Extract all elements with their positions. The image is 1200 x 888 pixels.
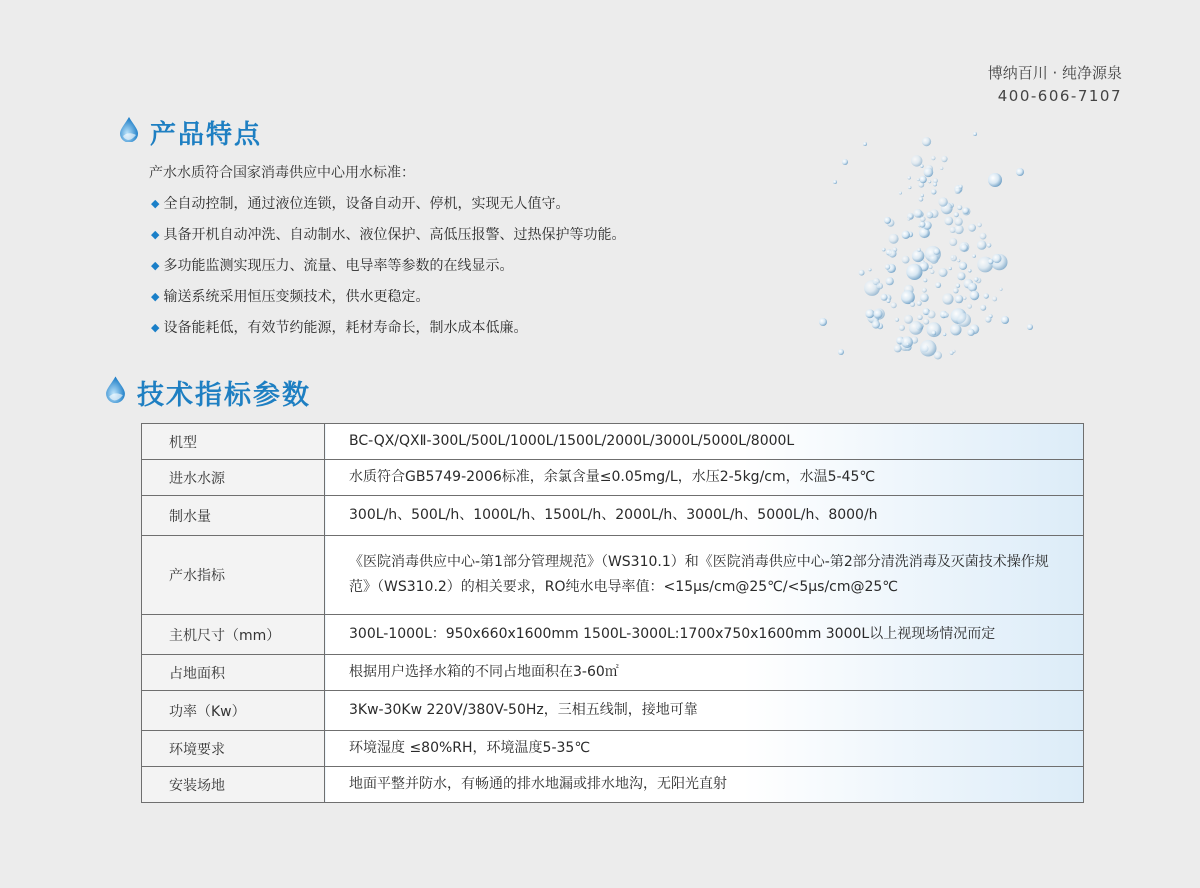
bubble xyxy=(889,250,897,258)
bubble xyxy=(930,270,934,274)
features-list xyxy=(151,194,625,349)
bubble xyxy=(894,345,902,353)
diamond-bullet-icon: ◆ xyxy=(151,228,160,241)
bubble xyxy=(992,296,997,301)
bubble xyxy=(929,255,938,264)
bubble xyxy=(941,156,947,162)
feature-item: ◆ 多功能监测实现压力、流量、电导率等参数的在线显示。 xyxy=(151,258,514,274)
diamond-bullet-icon: ◆ xyxy=(151,259,160,272)
bubble xyxy=(886,299,890,303)
bubble xyxy=(950,324,961,335)
bubble xyxy=(1016,168,1024,176)
specs-table xyxy=(141,423,1084,803)
feature-item: ◆ 全自动控制，通过液位连锁，设备自动开、停机，实现无人值守。 xyxy=(151,196,570,212)
bubble xyxy=(917,248,921,252)
bubble xyxy=(838,349,844,355)
bubble xyxy=(917,315,922,320)
bubble xyxy=(935,282,941,288)
bubble xyxy=(886,277,894,285)
bubble xyxy=(954,225,963,234)
bubble xyxy=(917,301,922,306)
spec-label: 功率（Kw） xyxy=(142,691,325,731)
bubble xyxy=(954,212,959,217)
bubble xyxy=(944,217,953,226)
bubble xyxy=(924,168,934,178)
table-row xyxy=(142,424,1084,460)
bubble xyxy=(957,259,960,262)
spec-label: 安装场地 xyxy=(142,767,325,803)
brand-phone: 400-606-7107 xyxy=(997,87,1122,105)
bubble xyxy=(931,189,936,194)
bubble xyxy=(972,254,976,258)
bubble xyxy=(957,272,965,280)
bubble xyxy=(881,294,888,301)
bubble xyxy=(891,302,897,308)
spec-label: 制水量 xyxy=(142,496,325,536)
bubble xyxy=(819,318,827,326)
bubble xyxy=(907,218,910,221)
spec-label: 环境要求 xyxy=(142,731,325,767)
bubble xyxy=(988,173,1002,187)
bubble xyxy=(928,310,936,318)
bubble xyxy=(977,240,987,250)
bubble xyxy=(885,264,890,269)
bubble xyxy=(908,186,911,189)
bubble xyxy=(956,284,960,288)
bubble xyxy=(928,180,931,183)
table-row xyxy=(142,496,1084,536)
spec-value: 300L/h、500L/h、1000L/h、1500L/h、2000L/h、3000L/h、5000L/h、8000/h xyxy=(325,496,1084,536)
bubble xyxy=(922,288,927,293)
bubble xyxy=(984,293,989,298)
bubble xyxy=(968,224,976,232)
water-drop-icon xyxy=(118,116,140,149)
bubble xyxy=(987,243,992,248)
bubble xyxy=(933,182,937,186)
table-row xyxy=(142,460,1084,496)
spec-label: 占地面积 xyxy=(142,655,325,691)
bubble xyxy=(962,208,969,215)
water-drop-icon xyxy=(104,375,127,410)
bubble xyxy=(914,209,923,218)
bubble xyxy=(992,254,1001,263)
spec-value: 300L-1000L：950x660x1600mm 1500L-3000L:1700x750x1600mm 3000L以上视现场情况而定 xyxy=(325,615,1084,655)
spec-label: 主机尺寸（mm） xyxy=(142,615,325,655)
bubble xyxy=(842,159,848,165)
bubble xyxy=(923,319,929,325)
bubble xyxy=(922,137,931,146)
bubble xyxy=(968,269,971,272)
bubble xyxy=(906,264,922,280)
bubble xyxy=(949,267,952,270)
bubble xyxy=(1001,316,1009,324)
bubble xyxy=(1027,324,1033,330)
bubble xyxy=(949,238,957,246)
brand-block xyxy=(988,62,1122,108)
bubble xyxy=(944,312,949,317)
bubble xyxy=(957,205,962,210)
spec-value: 水质符合GB5749-2006标准，余氯含量≤0.05mg/L，水压2-5kg/cm，水温5-45℃ xyxy=(325,460,1084,496)
features-heading xyxy=(118,114,262,151)
bubble xyxy=(872,320,880,328)
table-row xyxy=(142,615,1084,655)
spec-label: 进水水源 xyxy=(142,460,325,496)
bubble xyxy=(927,212,934,219)
table-row xyxy=(142,536,1084,615)
bubble xyxy=(952,350,955,353)
table-row xyxy=(142,767,1084,803)
spec-label: 机型 xyxy=(142,424,325,460)
spec-value: 3Kw-30Kw 220V/380V-50Hz，三相五线制，接地可靠 xyxy=(325,691,1084,731)
feature-item: ◆ 具备开机自动冲洗、自动制水、液位保护、高低压报警、过热保护等功能。 xyxy=(151,227,626,243)
bubble xyxy=(895,318,899,322)
bubble xyxy=(919,176,926,183)
bubble xyxy=(931,156,935,160)
specs-title: 技术指标参数 xyxy=(137,380,311,411)
bubble xyxy=(869,268,872,271)
bubble xyxy=(911,155,922,166)
bubble xyxy=(955,295,963,303)
bubble xyxy=(882,248,886,252)
bubble xyxy=(977,223,982,228)
bubble xyxy=(917,178,920,181)
bubble xyxy=(920,293,929,302)
bubble xyxy=(919,197,924,202)
spec-value: 《医院消毒供应中心-第1部分管理规范》（WS310.1）和《医院消毒供应中心-第2部分清洗消毒及灭菌技术操作规范》（WS310.2）的相关要求，RO纯水电导率值：<15μs/cm@25℃/<5μs/cm@25℃ xyxy=(325,536,1084,615)
spec-label: 产水指标 xyxy=(142,536,325,615)
bubble xyxy=(889,234,899,244)
bubble xyxy=(902,231,910,239)
bubble xyxy=(923,278,927,282)
bubble xyxy=(899,325,905,331)
bubble xyxy=(957,313,971,327)
bubble xyxy=(863,142,867,146)
feature-item: ◆ 设备能耗低，有效节约能源，耗材寿命长，制水成本低廉。 xyxy=(151,320,528,336)
bubble xyxy=(963,297,966,300)
bubble xyxy=(943,333,946,336)
bubble xyxy=(985,316,991,322)
bubble xyxy=(933,178,938,183)
water-bubble-drop-illustration xyxy=(805,122,1045,372)
bubble xyxy=(988,259,993,264)
bubble xyxy=(954,217,962,225)
bubble xyxy=(951,255,957,261)
spec-value: 环境湿度 ≤80%RH，环境温度5-35℃ xyxy=(325,731,1084,767)
bubble xyxy=(939,268,948,277)
spec-value: 根据用户选择水箱的不同占地面积在3-60㎡ xyxy=(325,655,1084,691)
bubble xyxy=(920,340,937,357)
bubble xyxy=(933,248,940,255)
spec-value: BC-QX/QXⅡ-300L/500L/1000L/1500L/2000L/3000L/5000L/8000L xyxy=(325,424,1084,460)
diamond-bullet-icon: ◆ xyxy=(151,290,160,303)
bubble xyxy=(910,302,915,307)
bubble xyxy=(921,194,924,197)
table-row xyxy=(142,655,1084,691)
bubble xyxy=(929,265,933,269)
features-intro: 产水水质符合国家消毒供应中心用水标准： xyxy=(149,165,415,181)
bubble xyxy=(1000,288,1003,291)
bubble xyxy=(833,180,837,184)
brand-slogan: 博纳百川 · 纯净源泉 xyxy=(987,64,1122,82)
bubble xyxy=(934,351,942,359)
bubble xyxy=(942,293,953,304)
bubble xyxy=(899,192,902,195)
bubble xyxy=(876,283,883,290)
bubble xyxy=(955,188,961,194)
bubble xyxy=(874,309,883,318)
bubble xyxy=(906,343,909,346)
bubble xyxy=(980,233,987,240)
diamond-bullet-icon: ◆ xyxy=(151,197,160,210)
bubble xyxy=(959,262,967,270)
bubble xyxy=(901,336,913,348)
bubble xyxy=(970,291,980,301)
bubble xyxy=(967,329,974,336)
table-row xyxy=(142,731,1084,767)
specs-heading xyxy=(104,373,311,412)
bubble xyxy=(865,309,874,318)
bubble xyxy=(974,277,979,282)
bubble xyxy=(902,256,910,264)
bubble xyxy=(953,288,959,294)
bubble xyxy=(884,217,891,224)
spec-value: 地面平整并防水，有畅通的排水地漏或排水地沟，无阳光直射 xyxy=(325,767,1084,803)
feature-item: ◆ 输送系统采用恒压变频技术，供水更稳定。 xyxy=(151,289,430,305)
bubble xyxy=(920,216,926,222)
bubble xyxy=(961,244,968,251)
bubble xyxy=(919,221,925,227)
diamond-bullet-icon: ◆ xyxy=(151,321,160,334)
table-row xyxy=(142,691,1084,731)
bubble xyxy=(959,185,963,189)
bubble xyxy=(931,331,936,336)
bubble xyxy=(938,197,947,206)
bubble xyxy=(909,321,923,335)
features-title: 产品特点 xyxy=(150,120,263,150)
bubble xyxy=(980,305,986,311)
bubble xyxy=(908,176,911,179)
bubble xyxy=(940,167,943,170)
bubble xyxy=(973,132,977,136)
bubble xyxy=(967,304,972,309)
bubble xyxy=(968,283,977,292)
bubble xyxy=(859,270,865,276)
